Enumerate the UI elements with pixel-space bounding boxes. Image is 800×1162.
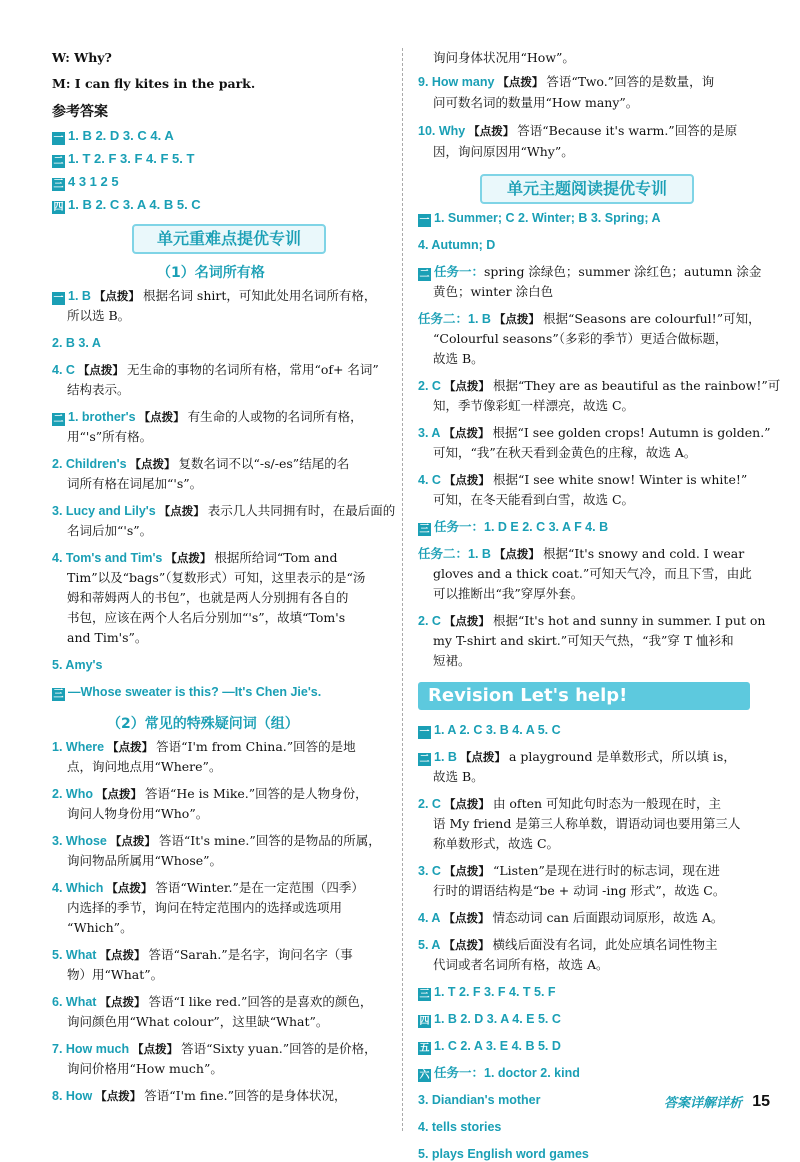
answer-number: 4. Autumn; D [418, 238, 496, 252]
hint-continuation: 短裙。 [433, 653, 471, 668]
answer-number: —Whose sweater is this? —It's Chen Jie's. [68, 685, 322, 699]
answer-number: 3. A [418, 426, 441, 440]
dialog-line: M: I can fly kites in the park. [52, 76, 256, 91]
hint-continuation: 可知，“我”在秋天看到金黄色的庄稼，故选 A。 [433, 445, 697, 460]
section-badge: 六 [419, 1070, 430, 1081]
hint-tag: 【点拨】 [77, 363, 124, 377]
subsection-title: （2）常见的特殊疑问词（组） [107, 716, 299, 732]
hint-continuation: 询问人物身份用“Who”。 [67, 806, 209, 821]
answer-number: 2. C [418, 797, 441, 811]
section-badge: 三 [53, 179, 64, 190]
hint-tag: 【点拨】 [443, 614, 490, 628]
hint-continuation: Tim”以及“bags”（复数形式）可知，这里表示的是“汤 [67, 570, 366, 585]
hint-continuation: my T-shirt and skirt.”可知天气热，“我”穿 T 恤衫和 [433, 633, 734, 648]
section-banner: 单元重难点提优专训 [132, 224, 326, 254]
hint-text: 答语“I like red.”回答的是喜欢的颜色， [148, 994, 373, 1009]
hint-tag: 【点拨】 [109, 834, 156, 848]
answer-line [52, 550, 338, 566]
section-badge: 五 [419, 1043, 430, 1054]
answer-number: 1. B [434, 750, 457, 764]
answer-line [418, 1011, 561, 1028]
answer-number: 9. How many [418, 75, 495, 89]
hint-text: 复数名词不以“-s/-es”结尾的名 [178, 456, 350, 471]
section-badge: 一 [53, 293, 64, 304]
hint-continuation: 语 My friend 是第三人称单数，谓语动词也要用第三人 [433, 816, 741, 831]
answer-number: 4. A [418, 911, 441, 925]
answer-number: 5. What [52, 948, 97, 962]
answer-number: 1. T 2. F 3. F 4. T 5. F [434, 985, 556, 999]
hint-tag: 【点拨】 [443, 797, 490, 811]
answer-line [418, 546, 744, 562]
answer-text: 1. T 2. F 3. F 4. F 5. T [68, 151, 195, 166]
hint-text: 根据所给词“Tom and [214, 550, 338, 565]
answer-line [52, 151, 194, 168]
hint-tag: 【点拨】 [106, 881, 153, 895]
answer-line [418, 237, 495, 253]
hint-continuation: 词所有格在词尾加“'s”。 [67, 476, 203, 491]
answer-number: 3. Lucy and Lily's [52, 504, 156, 518]
hint-tag: 【点拨】 [95, 1089, 142, 1103]
hint-continuation: 黄色；winter 涂白色 [433, 284, 554, 299]
hint-text: 答语“I'm fine.”回答的是身体状况， [144, 1088, 347, 1103]
hint-continuation: 姆和蒂姆两人的书包”，也就是两人分别拥有各自的 [67, 590, 349, 605]
hint-continuation: 故选 B。 [433, 351, 484, 366]
section-badge: 三 [419, 524, 430, 535]
answer-number: 1. C 2. A 3. E 4. B 5. D [434, 1039, 561, 1053]
hint-tag: 【点拨】 [497, 75, 544, 89]
answer-line [52, 174, 119, 191]
answer-number: 4. Which [52, 881, 104, 895]
hint-tag: 【点拨】 [468, 124, 515, 138]
answer-line [52, 947, 353, 963]
hint-tag: 【点拨】 [138, 410, 185, 424]
answer-line [418, 863, 720, 879]
answer-line [52, 833, 381, 849]
hint-continuation: and Tim's”。 [67, 630, 148, 645]
answer-line [418, 425, 771, 441]
answer-line [52, 197, 201, 214]
answer-line [418, 722, 561, 739]
hint-tag: 【点拨】 [443, 473, 490, 487]
hint-continuation: 点，询问地点用“Where”。 [67, 759, 222, 774]
hint-continuation: “Colourful seasons”（多彩的季节）更适合做标题， [433, 331, 728, 346]
hint-text: 答语“Because it's warm.”回答的是原 [517, 123, 738, 138]
answer-line [418, 1146, 589, 1162]
answer-number: 1. Where [52, 740, 105, 754]
answer-line [52, 456, 349, 472]
answer-line [418, 1092, 540, 1108]
hint-tag: 【点拨】 [443, 426, 490, 440]
answer-number: 任务一： [434, 265, 485, 279]
answer-line [418, 1119, 501, 1135]
hint-text: 根据“It's hot and sunny in summer. I put on [492, 613, 766, 628]
answer-number: 4. tells stories [418, 1120, 502, 1134]
hint-text: 根据“It's snowy and cold. I wear [542, 546, 745, 561]
answer-number: 4. Tom's and Tim's [52, 551, 163, 565]
hint-text: spring 涂绿色；summer 涂红色；autumn 涂金 [484, 264, 762, 279]
hint-continuation: 用“'s”所有格。 [67, 429, 153, 444]
answer-number: 任务一：1. D E 2. C 3. A F 4. B [434, 520, 609, 534]
section-badge: 二 [53, 156, 64, 167]
answer-text: 1. B 2. C 3. A 4. B 5. C [68, 197, 201, 212]
hint-continuation: gloves and a thick coat.”可知天气冷，而且下雪，由此 [433, 566, 752, 581]
hint-continuation: 名词后加“'s”。 [67, 523, 153, 538]
answer-number: 2. C [418, 614, 441, 628]
hint-text: 根据名词 shirt，可知此处用名词所有格， [142, 288, 377, 303]
answer-number: 2. B 3. A [52, 336, 101, 350]
answer-number: 任务二：1. B [418, 547, 491, 561]
answer-line [418, 74, 714, 90]
hint-text: 答语“Sixty yuan.”回答的是价格， [181, 1041, 377, 1056]
answer-number: 5. plays English word games [418, 1147, 589, 1161]
answer-line [52, 1088, 347, 1104]
hint-tag: 【点拨】 [493, 547, 540, 561]
hint-text: 答语“It's mine.”回答的是物品的所属， [158, 833, 381, 848]
answer-number: 3. C [418, 864, 441, 878]
answer-text: 1. B 2. D 3. C 4. A [68, 128, 174, 143]
hint-tag: 【点拨】 [129, 457, 176, 471]
hint-continuation: 内选择的季节，询问在特定范围内的选择或选项用 [67, 900, 343, 915]
answer-number: 1. A 2. C 3. B 4. A 5. C [434, 723, 561, 737]
answer-number: 6. What [52, 995, 97, 1009]
answer-number: 7. How much [52, 1042, 130, 1056]
section-badge: 三 [419, 989, 430, 1000]
hint-continuation: 询问物品所属用“Whose”。 [67, 853, 223, 868]
hint-continuation: 因，询问原因用“Why”。 [433, 144, 574, 159]
answer-line [52, 880, 364, 896]
hint-text: a playground 是单数形式，所以填 is， [508, 749, 736, 764]
section-badge: 三 [53, 689, 64, 700]
answer-number: 1. B [68, 289, 91, 303]
hint-tag: 【点拨】 [459, 750, 506, 764]
hint-continuation: 称单数形式，故选 C。 [433, 836, 560, 851]
answer-number: 1. brother's [68, 410, 136, 424]
section-banner: 单元主题阅读提优专训 [480, 174, 694, 204]
answer-number: 2. Children's [52, 457, 127, 471]
hint-continuation: 故选 B。 [433, 769, 484, 784]
dialog-line: W: Why? [52, 50, 112, 65]
section-badge: 二 [53, 414, 64, 425]
answer-number: 1. Summer; C 2. Winter; B 3. Spring; A [434, 211, 661, 225]
hint-tag: 【点拨】 [99, 995, 146, 1009]
hint-text: 答语“I'm from China.”回答的是地 [156, 739, 356, 754]
answer-number: 10. Why [418, 124, 466, 138]
answer-line [52, 503, 395, 519]
revision-banner: Revision Let's help! [418, 682, 750, 710]
hint-continuation: 询问颜色用“What colour”，这里缺“What”。 [67, 1014, 329, 1029]
answer-line [418, 1065, 580, 1082]
answer-number: 任务二：1. B [418, 312, 491, 326]
answer-line [52, 1041, 377, 1057]
hint-text: 答语“Two.”回答的是数量，询 [546, 74, 715, 89]
answer-line [418, 210, 661, 227]
answer-line [52, 994, 372, 1010]
answer-number: 5. Amy's [52, 658, 103, 672]
answer-line [418, 264, 761, 281]
answer-line [52, 288, 376, 305]
hint-tag: 【点拨】 [95, 787, 142, 801]
answer-number: 2. Who [52, 787, 93, 801]
hint-text: 有生命的人或物的名词所有格， [187, 409, 363, 424]
answer-line [418, 910, 723, 926]
hint-text: 由 often 可知此句时态为一般现在时，主 [492, 796, 722, 811]
hint-text: 表示几人共同拥有时，在最后面的 [207, 503, 396, 518]
hint-tag: 【点拨】 [443, 864, 490, 878]
footer-tag: 答案详解详析 [663, 1096, 742, 1111]
hint-tag: 【点拨】 [443, 938, 490, 952]
answer-line [418, 613, 765, 629]
answer-line [418, 311, 761, 327]
hint-text: 情态动词 can 后面跟动词原形，故选 A。 [492, 910, 724, 925]
hint-continuation: 书包，应该在两个人名后分别加“'s”，故填“Tom's [67, 610, 346, 625]
answer-line [418, 472, 747, 488]
hint-continuation: 所以选 B。 [67, 308, 131, 323]
reference-answer-title: 参考答案 [52, 104, 108, 120]
hint-text: 答语“Winter.”是在一定范围（四季） [155, 880, 364, 895]
answer-number: 3. Whose [52, 834, 107, 848]
section-badge: 一 [419, 727, 430, 738]
hint-text: 根据“Seasons are colourful!”可知， [542, 311, 761, 326]
section-badge: 四 [53, 202, 64, 213]
hint-tag: 【点拨】 [132, 1042, 179, 1056]
answer-number: 4. C [52, 363, 75, 377]
hint-continuation: 物）用“What”。 [67, 967, 164, 982]
hint-text: 无生命的事物的名词所有格，常用“of+ 名词” [126, 362, 379, 377]
section-badge: 二 [419, 754, 430, 765]
answer-number: 任务一：1. doctor 2. kind [434, 1066, 580, 1080]
hint-continuation: 询问价格用“How much”。 [67, 1061, 223, 1076]
answer-line [52, 739, 356, 755]
answer-line [418, 1038, 561, 1055]
hint-tag: 【点拨】 [443, 379, 490, 393]
hint-continuation: 结构表示。 [67, 382, 130, 397]
answer-line [52, 684, 321, 701]
hint-text: 答语“Sarah.”是名字，询问名字（事 [148, 947, 353, 962]
hint-continuation: 知，季节像彩虹一样漂亮，故选 C。 [433, 398, 635, 413]
hint-text: 答语“He is Mike.”回答的是人物身份， [144, 786, 368, 801]
hint-text: 根据“I see golden crops! Autumn is golden.” [492, 425, 771, 440]
answer-number: 8. How [52, 1089, 93, 1103]
answer-text: 4 3 1 2 5 [68, 174, 119, 189]
hint-continuation: 行时的谓语结构是“be + 动词 -ing 形式”，故选 C。 [433, 883, 726, 898]
hint-tag: 【点拨】 [158, 504, 205, 518]
hint-tag: 【点拨】 [443, 911, 490, 925]
answer-number: 5. A [418, 938, 441, 952]
hint-continuation: 询问身体状况用“How”。 [433, 50, 575, 65]
answer-number: 1. B 2. D 3. A 4. E 5. C [434, 1012, 561, 1026]
hint-tag: 【点拨】 [165, 551, 212, 565]
hint-continuation: 可知，在冬天能看到白雪，故选 C。 [433, 492, 635, 507]
section-badge: 一 [419, 215, 430, 226]
hint-text: 根据“They are as beautiful as the rainbow!”可 [492, 378, 781, 393]
answer-number: 4. C [418, 473, 441, 487]
answer-line [418, 519, 608, 536]
hint-tag: 【点拨】 [107, 740, 154, 754]
answer-line [418, 984, 556, 1001]
answer-line [418, 123, 737, 139]
answer-line [52, 362, 379, 378]
hint-text: 横线后面没有名词，此处应填名词性物主 [492, 937, 718, 952]
answer-line [52, 657, 102, 673]
page-number: 15 [752, 1093, 770, 1110]
hint-tag: 【点拨】 [493, 312, 540, 326]
answer-line [52, 128, 174, 145]
subsection-title: （1）名词所有格 [157, 265, 265, 281]
section-badge: 一 [53, 133, 64, 144]
hint-continuation: 问可数名词的数量用“How many”。 [433, 95, 639, 110]
hint-text: 根据“I see white snow! Winter is white!” [492, 472, 748, 487]
hint-tag: 【点拨】 [93, 289, 140, 303]
answer-line [52, 335, 101, 351]
answer-line [52, 409, 363, 426]
hint-continuation: 代词或者名词所有格，故选 A。 [433, 957, 609, 972]
answer-line [418, 749, 736, 766]
answer-line [418, 378, 780, 394]
hint-continuation: 可以推断出“我”穿厚外套。 [433, 586, 584, 601]
answer-line [418, 796, 721, 812]
section-badge: 四 [419, 1016, 430, 1027]
section-badge: 二 [419, 269, 430, 280]
answer-number: 2. C [418, 379, 441, 393]
answer-number: 3. Diandian's mother [418, 1093, 541, 1107]
column-divider [402, 48, 403, 1131]
answer-line [418, 937, 717, 953]
answer-line [52, 786, 368, 802]
hint-tag: 【点拨】 [99, 948, 146, 962]
hint-continuation: “Which”。 [67, 920, 133, 935]
hint-text: “Listen”是现在进行时的标志词，现在进 [492, 863, 720, 878]
